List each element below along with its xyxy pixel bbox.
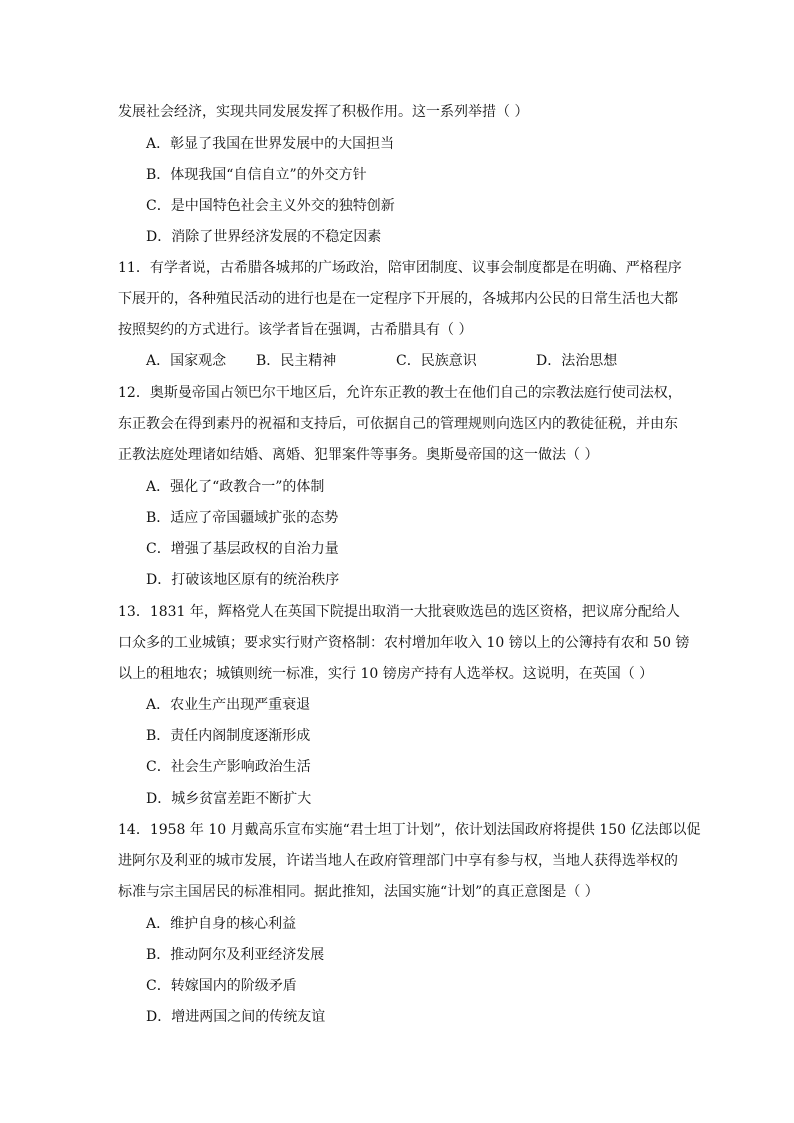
question-14-option-d[interactable]: D．增进两国之间的传统友谊 [146,1009,326,1025]
question-10-stem-tail: 发展社会经济，实现共同发展发挥了积极作用。这一系列举措（ ） [118,104,529,120]
question-10-option-d[interactable]: D．消除了世界经济发展的不稳定因素 [146,229,382,245]
question-14-option-a[interactable]: A．维护自身的核心利益 [146,916,297,932]
question-14-option-b[interactable]: B．推动阿尔及利亚经济发展 [146,947,325,963]
question-10-option-a[interactable]: A．彰显了我国在世界发展中的大国担当 [146,136,395,152]
question-13-option-b[interactable]: B．责任内阁制度逐渐形成 [146,728,311,744]
question-13-stem-line-3: 以上的租地农；城镇则统一标准，实行 10 镑房产持有人选举权。这说明，在英国（ ） [118,666,654,682]
question-12-option-d[interactable]: D．打破该地区原有的统治秩序 [146,572,340,588]
question-14-stem-line-1: 14．1958 年 10 月戴高乐宣布实施“君士坦丁计划”，依计划法国政府将提供 150 亿法郎以促 [118,822,701,838]
question-12-stem-line-2: 东正教会在得到素丹的祝福和支持后，可依据自己的管理规则向选区内的教徒征税，并由东 [118,416,678,432]
question-13-stem-line-1: 13．1831 年，辉格党人在英国下院提出取消一大批衰败选邑的选区资格，把议席分配给人 [118,604,680,620]
question-13-stem-line-2: 口众多的工业城镇；要求实行财产资格制：农村增加年收入 10 镑以上的公簿持有农和 50 镑 [118,635,690,651]
question-10-option-c[interactable]: C．是中国特色社会主义外交的独特创新 [146,198,395,214]
question-14-stem-line-3: 标准与宗主国居民的标准相同。据此推知，法国实施“计划”的真正意图是（ ） [118,884,599,900]
question-11-option-d[interactable]: D．法治思想 [536,353,618,369]
question-12-option-c[interactable]: C．增强了基层政权的自治力量 [146,541,339,557]
question-12-option-a[interactable]: A．强化了“政教合一”的体制 [146,479,325,495]
question-13-option-a[interactable]: A．农业生产出现严重衰退 [146,697,311,713]
question-12-option-b[interactable]: B．适应了帝国疆域扩张的态势 [146,510,339,526]
question-13-option-c[interactable]: C．社会生产影响政治生活 [146,759,311,775]
question-11-stem-line-3: 按照契约的方式进行。该学者旨在强调，古希腊具有（ ） [118,322,473,338]
question-11-option-c[interactable]: C．民族意识 [396,353,477,369]
question-11-option-b[interactable]: B．民主精神 [256,353,337,369]
question-11-options-row [146,352,626,370]
question-10-option-b[interactable]: B．体现我国“自信自立”的外交方针 [146,167,367,183]
question-11-stem-line-1: 11．有学者说，古希腊各城邦的广场政治，陪审团制度、议事会制度都是在明确、严格程序 [118,260,682,276]
question-12-stem-line-1: 12．奥斯曼帝国占领巴尔干地区后，允许东正教的教士在他们自己的宗教法庭行使司法权， [118,385,682,401]
question-13-option-d[interactable]: D．城乡贫富差距不断扩大 [146,791,312,807]
question-12-stem-line-3: 正教法庭处理诸如结婚、离婚、犯罪案件等事务。奥斯曼帝国的这一做法（ ） [118,447,599,463]
question-14-option-c[interactable]: C．转嫁国内的阶级矛盾 [146,978,297,994]
question-14-stem-line-2: 进阿尔及利亚的城市发展，许诺当地人在政府管理部门中享有参与权，当地人获得选举权的 [118,853,678,869]
question-11-option-a[interactable]: A．国家观念 [146,353,227,369]
question-11-stem-line-2: 下展开的，各种殖民活动的进行也是在一定程序下开展的，各城邦内公民的日常生活也大都 [118,291,678,307]
